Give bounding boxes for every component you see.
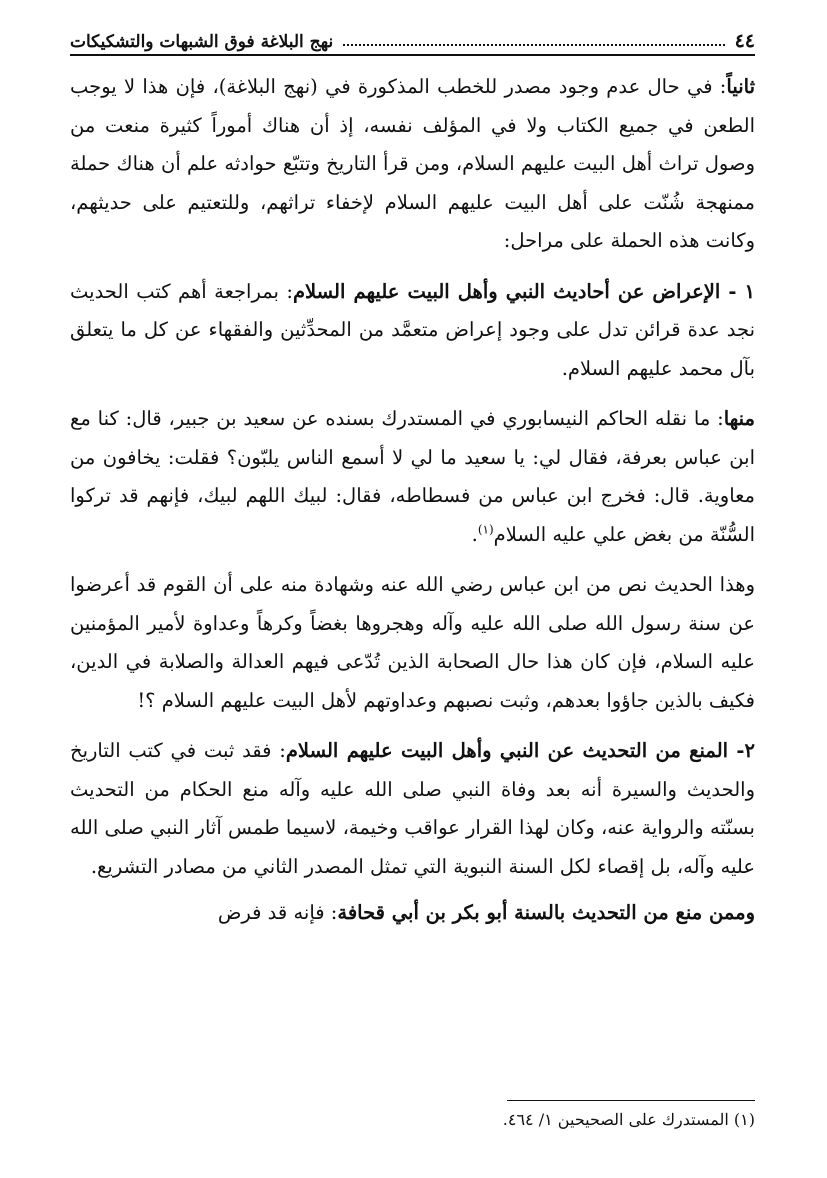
paragraph [70,894,755,933]
paragraph-tail: . [471,522,478,546]
paragraph-text: وهذا الحديث نص من ابن عباس رضي الله عنه وشهادة منه على أن القوم قد أعرضوا عن سنة رسول الله صلى الله عليه وآله وهجروها بغضاً وكرهاً وعداوة لأمير المؤمنين عليه السلام، فإن كان هذا حال الصحابة الذين تُدّعى فيهم العدالة والصلابة في الدين، فكيف بالذين جاؤوا بعدهم، وثبت نصبهم وعداوتهم لأهل البيت عليهم السلام ؟! [70,573,755,712]
paragraph-text: : فإنه قد فرض [217,901,338,924]
paragraph [70,732,755,886]
paragraph-lead: وممن منع من التحديث بالسنة أبو بكر بن أبي قحافة [337,901,755,924]
footnote: (١) المستدرك على الصحيحين ١/ ٤٦٤. [502,1110,755,1129]
paragraph [70,273,755,389]
header-leader-dots [343,44,724,46]
page-number: ٤٤ [734,30,755,52]
page-header [70,22,755,56]
footnote-reference[interactable]: (١) [477,522,494,536]
section-heading: ٢- المنع من التحديث عن النبي وأهل البيت عليهم السلام [285,739,756,762]
book-page [70,22,755,1152]
paragraph [70,566,755,720]
page-body [70,68,755,933]
paragraph-text: : ما نقله الحاكم النيسابوري في المستدرك بسنده عن سعيد بن جبير، قال: كنا مع ابن عباس بعرفة، فقال لي: يا سعيد ما لي لا أسمع الناس يلبّون؟ فقلت: يخافون من معاوية. قال: فخرج ابن عباس من فسطاطه، فقال: لبيك اللهم لبيك، فإنهم قد تركوا السُّنّة من بغض علي عليه السلام [70,407,755,546]
running-title: نهج البلاغة فوق الشبهات والتشكيكات [70,32,334,52]
paragraph-text: : فقد ثبت في كتب التاريخ والحديث والسيرة أنه بعد وفاة النبي صلى الله عليه وآله منع الحكام من التحديث بسنّته والرواية عنه، وكان لهذا القرار عواقب وخيمة، لاسيما طمس آثار النبي صلى الله عليه وآله، بل إقصاء لكل السنة النبوية التي تمثل المصدر الثاني من مصادر التشريع. [70,739,755,878]
paragraph-lead: ثانياً [726,75,755,98]
paragraph-text: : في حال عدم وجود مصدر للخطب المذكورة في (نهج البلاغة)، فإن هذا لا يوجب الطعن في جميع الكتاب ولا في المؤلف نفسه، إذ أن هناك أموراً كثيرة منعت من وصول تراث أهل البيت عليهم السلام، ومن قرأ التاريخ وتتبّع حوادثه علم أن هناك حملة ممنهجة شُنّت على أهل البيت عليهم السلام لإخفاء تراثهم، وللتعتيم على حديثهم، وكانت هذه الحملة على مراحل: [70,75,755,252]
paragraph [70,400,755,554]
paragraph-text: : بمراجعة أهم كتب الحديث نجد عدة قرائن تدل على وجود إعراض متعمَّد من المحدِّثين والفقهاء عن كل ما يتعلق بآل محمد عليهم السلام. [70,279,755,380]
section-heading: ١ - الإعراض عن أحاديث النبي وأهل البيت عليهم السلام [292,279,755,303]
paragraph-lead: منها [723,407,755,430]
paragraph [70,68,755,261]
footnote-divider [507,1100,755,1101]
